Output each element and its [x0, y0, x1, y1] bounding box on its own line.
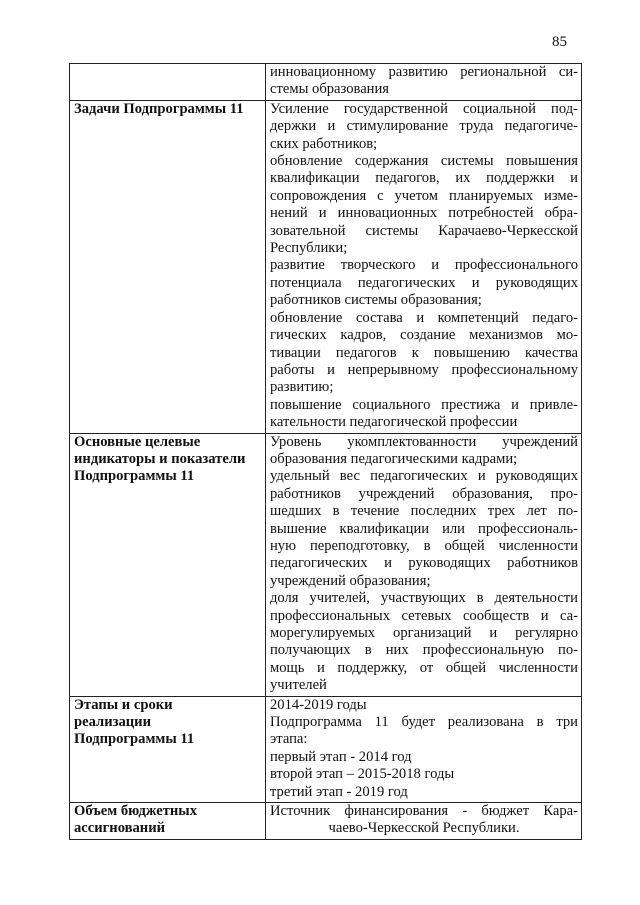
table-row: [70, 64, 582, 101]
content-text-line: развитие творческого и профессионального: [270, 257, 578, 274]
content-text-line: шедших в течение последних трех лет по-: [270, 503, 578, 520]
row-content-cell: [266, 433, 582, 696]
row-label-cell: [70, 433, 266, 696]
content-text-line: нений и инновационных потребностей обра-: [270, 205, 578, 222]
content-text-line: Подпрограмма 11 будет реализована в три: [270, 714, 578, 731]
content-text-line: работы и непрерывному профессиональному: [270, 361, 578, 378]
row-label-cell: [70, 803, 266, 840]
row-label-line: ассигнований: [74, 820, 166, 837]
row-label-line: Подпрограммы 11: [74, 468, 195, 485]
content-text-line: вышение квалификации или профессиональ-: [270, 520, 578, 537]
content-text-line: первый этап - 2014 год: [270, 748, 412, 765]
content-text-line: ских работников;: [270, 135, 378, 152]
table-row: [70, 433, 582, 696]
content-text-line: Усиление государственной социальной под-: [270, 100, 578, 117]
content-text-line: работников системы образования;: [270, 292, 482, 309]
table-row: [70, 100, 582, 433]
row-label-cell: [70, 696, 266, 802]
row-content-cell: [266, 64, 582, 101]
content-text-line: стемы образования: [270, 81, 390, 98]
row-label-line: Задачи Подпрограммы 11: [74, 100, 244, 117]
content-text-line: повышение социального престижа и привле-: [270, 396, 578, 413]
content-text-line: третий этап - 2019 год: [270, 783, 408, 800]
content-text-line: гических кадров, создание механизмов мо-: [270, 327, 578, 344]
content-text-line: учителей: [270, 677, 327, 694]
page-number: 85: [552, 34, 567, 50]
content-text-line: держки и стимулирование труда педагогиче-: [270, 118, 578, 135]
row-label-line: Этапы и сроки: [74, 696, 173, 713]
content-text-line: сопровождения с учетом планируемых изме-: [270, 187, 578, 204]
content-text-line: образования педагогическими кадрами;: [270, 450, 518, 467]
content-text-line: тивации педагогов к повышению качества: [270, 344, 578, 361]
row-label-line: реализации: [74, 714, 152, 731]
row-label-line: Объем бюджетных: [74, 803, 197, 820]
content-text-line: ную переподготовку, в общей численности: [270, 537, 578, 554]
content-text-line: доля учителей, участвующих в деятельности: [270, 590, 578, 607]
subprogram-passport-table: [69, 63, 582, 840]
content-text-line: потенциала педагогических и руководящих: [270, 274, 578, 291]
content-text-line: морегулируемых организаций и регулярно: [270, 625, 578, 641]
table-row: [70, 803, 582, 840]
content-text-line: кательности педагогической профессии: [270, 414, 518, 431]
row-content-cell: [266, 803, 582, 840]
content-text-line: второй этап – 2015-2018 годы: [270, 766, 455, 783]
content-text-line: развитию;: [270, 379, 334, 396]
row-label-line: индикаторы и показатели: [74, 450, 246, 467]
content-text-line: обновление содержания системы повышения: [270, 153, 578, 170]
row-content-cell: [266, 100, 582, 433]
content-text-line: Уровень укомплектованности учреждений: [270, 433, 578, 450]
content-text-line: профессиональных сетевых сообществ и са-: [270, 607, 578, 624]
row-content-cell: [266, 696, 582, 802]
content-text-line: инновационному развитию региональной си-: [270, 64, 578, 80]
row-label-line: Подпрограммы 11: [74, 731, 195, 748]
content-text-line: мощь и поддержку, от общей численности: [270, 659, 578, 676]
content-text-line: этапа:: [270, 731, 308, 748]
row-label-cell: [70, 100, 266, 433]
content-text-line: квалификации педагогов, их поддержки и: [270, 170, 578, 187]
content-text-line: зовательной системы Карачаево-Черкесской: [270, 222, 578, 239]
content-text-line: 2014-2019 годы: [270, 696, 367, 713]
content-text-line: получающих в них профессиональную по-: [270, 642, 578, 659]
content-text-line: удельный вес педагогических и руководящих: [270, 468, 578, 485]
content-text-line: обновление состава и компетенций педаго-: [270, 309, 578, 326]
content-text-line: учреждений образования;: [270, 572, 431, 589]
table-body: [70, 64, 582, 840]
content-text-line: Республики;: [270, 240, 348, 257]
table-row: [70, 696, 582, 802]
content-text-line: работников учреждений образования, про-: [270, 485, 578, 502]
content-text-line: чаево-Черкесской Республики.: [328, 820, 520, 837]
content-text-line: педагогических и руководящих работников: [270, 555, 578, 572]
row-label-line: Основные целевые: [74, 433, 201, 450]
content-text-line: Источник финансирования - бюджет Кара-: [270, 803, 578, 820]
row-label-cell: [70, 64, 266, 101]
